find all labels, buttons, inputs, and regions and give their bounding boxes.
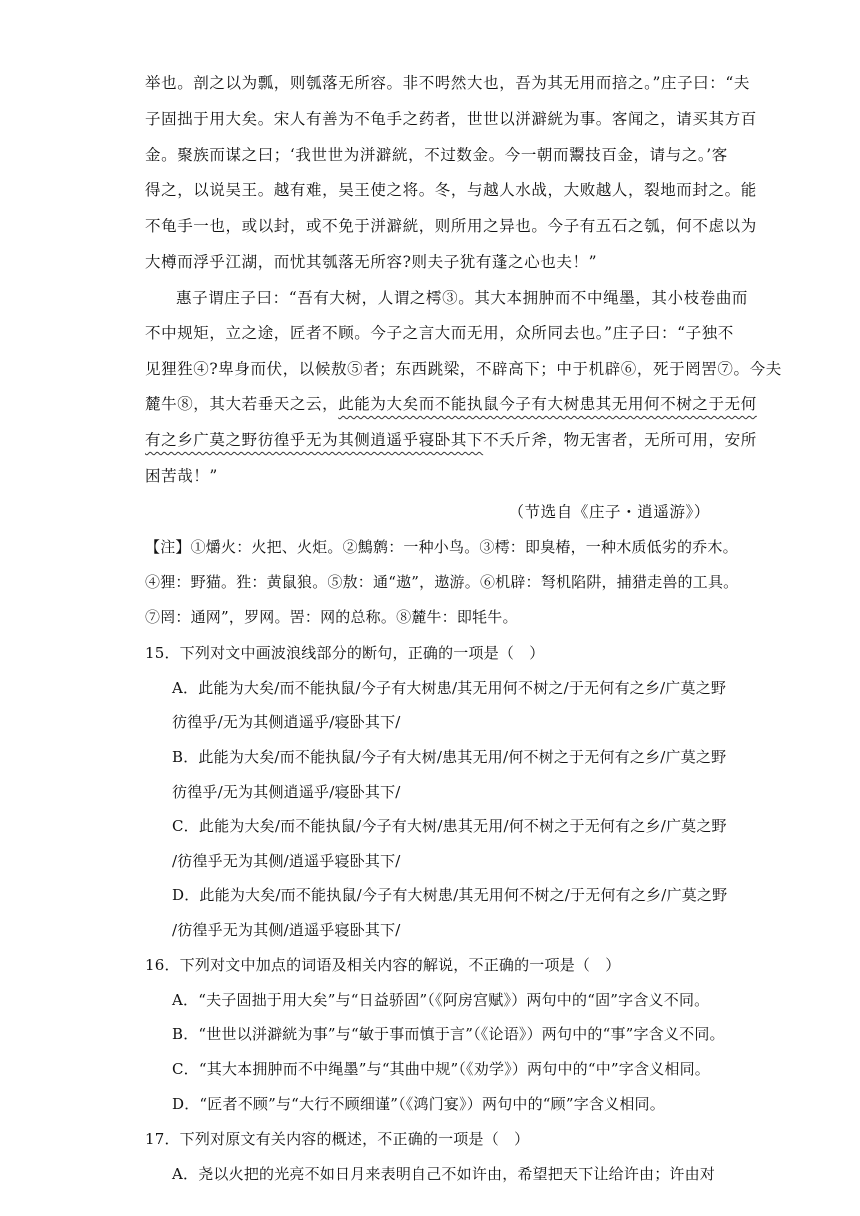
option-d-continued: /彷徨乎无为其侧/逍遥乎寝卧其下/ xyxy=(172,921,401,939)
option-a[interactable]: A．“夫子固拙于用大矣”与“日益骄固”（《阿房宫赋》）两句中的“固”字含义不同。 xyxy=(172,991,710,1009)
note-line-2 xyxy=(145,572,738,592)
option-b[interactable]: B．此能为大矣/而不能执鼠/今子有大树/患其无用/何不树之于无何有之乡/广莫之野 xyxy=(172,748,727,766)
passage-text: 不中规矩，立之途，匠者不顾。今子之言大而无用，众所同去也。”庄子曰：“子独不 xyxy=(145,324,734,342)
passage-line-12 xyxy=(145,466,218,486)
option-d[interactable]: D．此能为大矣/而不能执鼠/今子有大树患/其无用何不树之/于无何有之乡/广莫之野 xyxy=(172,886,728,904)
passage-line-5 xyxy=(145,216,757,236)
passage-line-10 xyxy=(145,394,757,414)
passage-source xyxy=(508,502,710,522)
passage-text: 子固拙于用大矣。宋人有善为不龟手之药者，世世以洴澼絖为事。客闻之，请买其方百 xyxy=(145,110,757,128)
passage-line-3 xyxy=(145,145,728,165)
note-line-1 xyxy=(145,537,738,557)
option-c[interactable]: C．“其大本拥肿而不中绳墨”与“其曲中规”（《劝学》）两句中的“中”字含义相同。 xyxy=(172,1060,710,1078)
note-text: 【注】①爝火：火把、火炬。②鷦鹩：一种小鸟。③樗：即臭椿，一种木质低劣的乔木。 xyxy=(145,538,738,556)
option-c-continued: /彷徨乎无为其侧/逍遥乎寝卧其下/ xyxy=(172,852,401,870)
option-a-continued: 彷徨乎/无为其侧逍遥乎/寝卧其下/ xyxy=(172,713,401,731)
wavy-underlined-text: 此能为大矣而不能执鼠今子有大树患其无用何不树之于无何 xyxy=(338,395,757,413)
passage-text: 得之，以说吴王。越有难，吴王使之将。冬，与越人水战，大败越人，裂地而封之。能 xyxy=(145,181,757,199)
passage-text: 大樽而浮乎江湖，而忧其瓠落无所容?则夫子犹有蓬之心也夫！” xyxy=(145,253,598,271)
passage-text: 麓牛⑧，其大若垂天之云， xyxy=(145,395,339,413)
note-line-3 xyxy=(145,607,518,627)
passage-text: 不龟手一也，或以封，或不免于洴澼絖，则所用之异也。今子有五石之瓠，何不虑以为 xyxy=(145,217,757,235)
passage-text: 金。聚族而谋之曰；‘我世世为洴澼絖，不过数金。今一朝而鬻技百金，请与之。’客 xyxy=(145,146,728,164)
passage-line-9 xyxy=(145,359,782,379)
option-a[interactable]: A．尧以火把的光亮不如日月来表明自己不如许由，希望把天下让给许由；许由对 xyxy=(172,1165,716,1183)
question-stem: 17．下列对原文有关内容的概述，不正确的一项是（ ） xyxy=(145,1130,530,1148)
passage-text: 不夭斤斧，物无害者，无所可用，安所 xyxy=(483,431,757,449)
passage-text: 惠子谓庄子曰：“吾有大树，人谓之樗③。其大本拥肿而不中绳墨，其小枝卷曲而 xyxy=(176,289,749,307)
passage-line-2 xyxy=(145,109,757,129)
question-stem: 15．下列对文中画波浪线部分的断句，正确的一项是（ ） xyxy=(145,644,545,662)
passage-text: 困苦哉！” xyxy=(145,467,218,485)
option-d[interactable]: D．“匠者不顾”与“大行不顾细谨”（《鸿门宴》）两句中的“顾”字含义相同。 xyxy=(172,1095,665,1113)
option-c[interactable]: C．此能为大矣/而不能执鼠/今子有大树/患其无用/何不树之于无何有之乡/广莫之野 xyxy=(172,817,727,835)
option-a[interactable]: A．此能为大矣/而不能执鼠/今子有大树患/其无用何不树之/于无何有之乡/广莫之野 xyxy=(172,679,727,697)
passage-line-8 xyxy=(145,323,734,343)
option-b-continued: 彷徨乎/无为其侧逍遥乎/寝卧其下/ xyxy=(172,783,401,801)
passage-line-7 xyxy=(176,288,748,308)
passage-text: 见狸狌④?卑身而伏，以候敖⑤者；东西跳梁，不辟高下；中于机辟⑥，死于罔罟⑦。今夫 xyxy=(145,360,782,378)
option-b[interactable]: B．“世世以洴澼絖为事”与“敏于事而慎于言”（《论语》）两句中的“事”字含义不同。 xyxy=(172,1025,725,1043)
source-citation: （节选自《庄子・逍遥游》） xyxy=(508,503,710,521)
note-text: ④狸：野猫。狌：黄鼠狼。⑤敖：通“遨”，遨游。⑥机辟：弩机陷阱，捕猎走兽的工具。 xyxy=(145,573,739,591)
passage-line-6 xyxy=(145,252,597,272)
note-text: ⑦罔：通网”，罗网。罟：网的总称。⑧麓牛：即牦牛。 xyxy=(145,608,518,626)
passage-line-4 xyxy=(145,180,757,200)
passage-line-11 xyxy=(145,430,757,450)
passage-text: 举也。剖之以为瓢，则瓠落无所容。非不呺然大也，吾为其无用而掊之。”庄子曰：“夫 xyxy=(145,74,751,92)
question-stem: 16．下列对文中加点的词语及相关内容的解说，不正确的一项是（ ） xyxy=(145,956,621,974)
passage-line-1 xyxy=(145,73,750,93)
wavy-underlined-text: 有之乡广莫之野彷徨乎无为其侧逍遥乎寝卧其下 xyxy=(145,431,484,449)
